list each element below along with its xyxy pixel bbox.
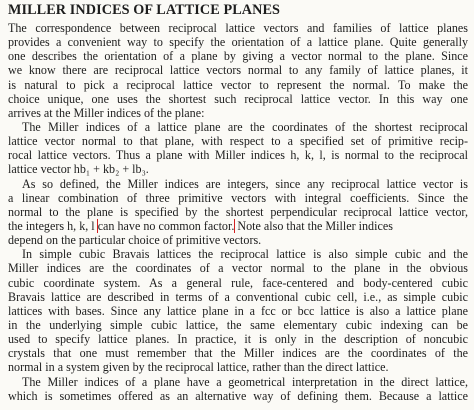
- text-line: The Miller indices of a lattice plane are the coordinates of the shortest reciprocal: [22, 119, 468, 134]
- text-line: provides a convenient way to specify the orientation of a lattice plane. Quite generally: [8, 35, 468, 50]
- text-line: normal to the plane is specified by the shortest perpendicular reciprocal lattice vector,: [8, 204, 468, 219]
- text-line: cubic coordinate system. As a general rule, face-centered and body-centered cubic: [8, 275, 468, 290]
- text-line: lattice vector normal to that plane, with respect to a specified set of primitive recip-: [8, 134, 468, 149]
- text-line-highlighted: [8, 219, 468, 233]
- text-segment: Note also that the Miller indices: [234, 218, 393, 233]
- text-line: we know there are reciprocal lattice vectors normal to any family of lattice planes, it: [8, 63, 468, 78]
- text-line: in the underlying simple cubic lattice, the same elementary cubic indexing can be: [8, 317, 468, 332]
- text-segment: the integers h, k, l: [8, 218, 95, 233]
- text-line: depend on the particular choice of primitive vectors.: [8, 233, 262, 248]
- text-line: lattices with bases. Since any lattice plane in a fcc or bcc lattice is also a lattice plane: [8, 303, 468, 318]
- text-line: is natural to pick a reciprocal lattice vector to represent the normal. To make the: [8, 77, 468, 92]
- text-line: Miller indices are the coordinates of a vector normal to the plane in the obvious: [8, 261, 468, 276]
- highlight-box: can have no common factor.: [97, 218, 235, 233]
- text-line: crystals that one must remember that the Miller indices are the coordinates of the: [8, 346, 468, 361]
- text-line: normal in a system given by the reciprocal lattice, rather than the direct lattice.: [8, 360, 389, 375]
- text-line: arrives at the Miller indices of the plane:: [8, 105, 205, 120]
- section-heading: MILLER INDICES OF LATTICE PLANES: [8, 2, 281, 18]
- text-line: which is sometimes offered as an alternative way of defining them. Because a lattice: [8, 388, 468, 403]
- text-line: The Miller indices of a plane have a geometrical interpretation in the direct lattice,: [22, 374, 468, 389]
- text-line: The correspondence between reciprocal lattice vectors and families of lattice planes: [8, 21, 468, 35]
- text-line: In simple cubic Bravais lattices the reciprocal lattice is also simple cubic and the: [22, 247, 468, 262]
- text-line: As so defined, the Miller indices are integers, since any reciprocal lattice vector is: [22, 176, 468, 191]
- text-line: used to specify lattice planes. In practice, it is only in the description of noncubic: [8, 332, 468, 347]
- text-line: Bravais lattice are described in terms of a conventional cubic cell, i.e., as simple cubic: [8, 289, 468, 304]
- text-line: rocal lattice vectors. Thus a plane with Miller indices h, k, l, is normal to the reciprocal: [8, 148, 468, 163]
- text-line: choice unique, one uses the shortest such reciprocal lattice vector. In this way one: [8, 91, 468, 106]
- text-line: lattice vector hb₁ + kb₂ + lb₃.: [8, 162, 149, 177]
- text-line: one describes the orientation of a plane by giving a vector normal to the plane. Since: [8, 49, 468, 64]
- text-line: a linear combination of three primitive vectors with integral coefficients. Since the: [8, 190, 468, 205]
